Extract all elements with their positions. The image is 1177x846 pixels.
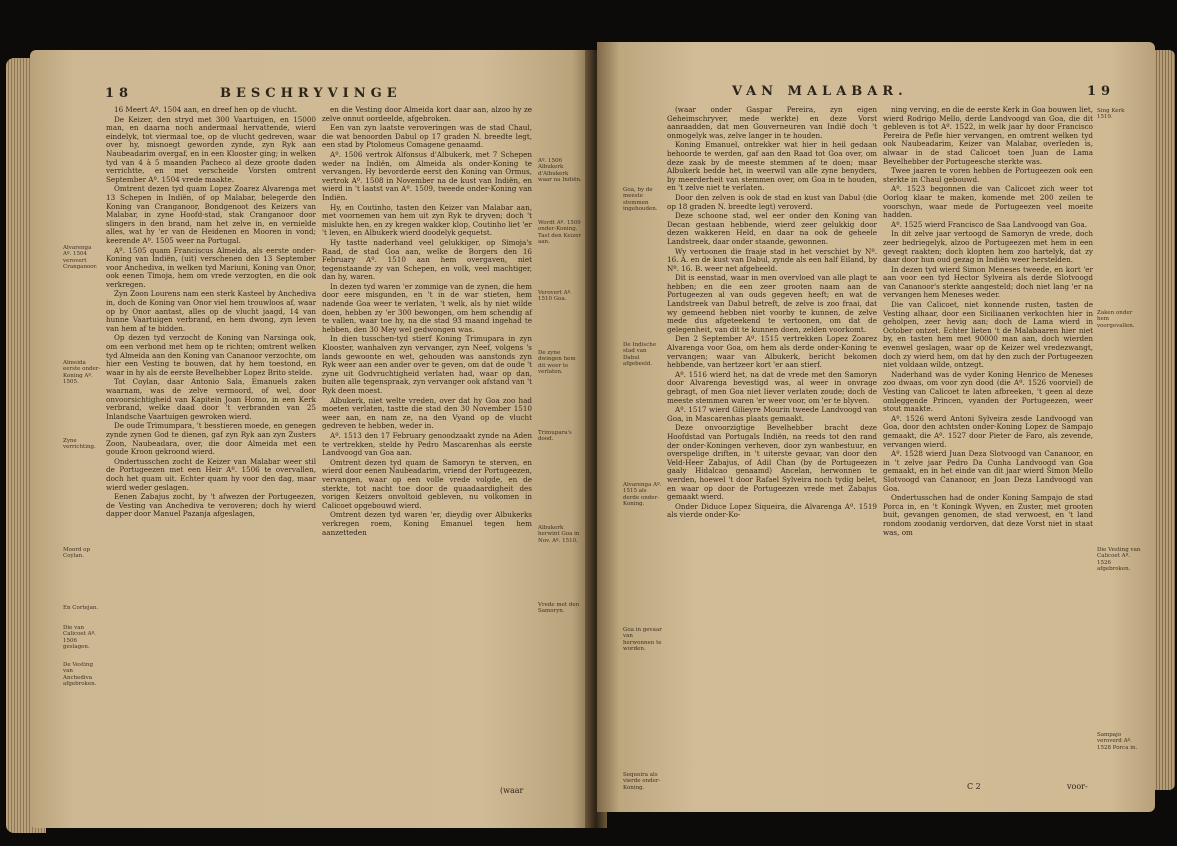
paragraph: en die Vesting door Almeida kort daar aan, alzoo hy ze zelve onnut oordeelde, afgebroken. bbox=[322, 105, 532, 123]
paragraph: In dezen tyd waren 'er zommige van de zynen, die hem door eere misgunden, en 't in de war stieten, hem nadende Goa weer te verlaten, 't welk, als hy niet wilde doen, hebben zy 'er 300 bewongen, om hem schendig af te vallen, waar toe hy, na die stad 93 maand ingehad te hebben, den 30 Mey wel gedwongen was. bbox=[322, 281, 532, 334]
paragraph: Eenen Zabajus zocht, by 't afwezen der Portugeezen, de Vesting van Anchediva te veroveren; doch hy wierd dapper door Manuel Pazanja afgeslagen, bbox=[106, 492, 316, 519]
left-catchword: (waar bbox=[500, 786, 524, 795]
left-margin-note: Die van Calicoet Aº. 1506 geslagen. bbox=[63, 625, 96, 651]
paragraph: Hy tastte naderhand veel gelukkiger, op Simoja's Raad, de stad Goa aan, welke de Borgers den 16 February Aº. 1510 aan hem overgaven, niet tegenstaande zy van Schepen, en volk, veel machtiger, dan hy, waren. bbox=[322, 237, 532, 282]
right-margin-note: Sampajo veroverd Aº. 1528 Porca in. bbox=[1097, 732, 1138, 751]
paragraph: Die van Calicoet, niet konnende rusten, tasten de Vesting alhaar, door een Siciliaanen verkochten hier in geholpen, zeer hevig aan; doch de Lama wierd in October ontzet. Echter lieten 't de Malabaaren hier niet by, en tasten hem met 90000 man aan, doch wierden evenwel geslagen, waar op de Keizer wel vredezwangt, doch zy wierd hem, om dat hy den zuch der Portugeezen niet voldaan wilde, ontzegt. bbox=[883, 300, 1093, 370]
left-margin-note: Almeida eerste onder-Koning Aº. 1505. bbox=[63, 360, 101, 386]
right-margin-note: Sing Kerk 1519. bbox=[1097, 108, 1125, 121]
paragraph: Op dezen tyd verzocht de Koning van Narsinga ook, om een verbond met hem op te richten; omtrent welken tyd Almeida aan den Koning van Cananoor verzochte, om hier een Vesting te bouwen, dat hy hem toestond, en waar in hy als de eerste Bevelhebber Lopez Brito stelde. bbox=[106, 333, 316, 377]
left-margin-note: Moord op Coylan. bbox=[63, 547, 90, 560]
paragraph: Aº. 1526 werd Antoni Sylveira zesde Landvoogd van Goa, door den achtsten onder-Koning Lopez de Sampajo gemaakt, die Aº. 1527 door Pieter de Faro, als zevende, vervangen wierd. bbox=[883, 413, 1093, 449]
left-margin-note: En Cortejan. bbox=[63, 605, 99, 611]
left-page-number: 18 bbox=[105, 86, 134, 101]
left-running-head: BESCHRYVINGE bbox=[220, 86, 402, 101]
right-margin-note: Sequeira als vierde onder-Koning. bbox=[623, 772, 661, 791]
paragraph: Naderhand was de vyder Koning Henrico de Meneses zoo dwaas, om voor zyn dood (die Aº. 1526 voorviel) de Vesting van Calicoet te laten afbreeken, 't geen al deze omleggende Princen, vyanden der Portugeezen, weer stout maakte. bbox=[883, 369, 1093, 414]
paragraph: Aº. 1523 begonnen die van Calicoet zich weer tot Oorlog klaar te maken, komende met 200 zeilen te voorschyn, waar mede de Portugeezen veel moeite hadden. bbox=[883, 184, 1093, 220]
paragraph: Een van zyn laatste veroveringen was de stad Chaul, die wat benoorden Dabul op 17 graden N. breedte legt, een stad by Ptolomeus Comagene genaamd. bbox=[322, 123, 532, 150]
left-margin-note: Wordt Aº. 1509 onder-Koning. Tast den Keizer aan. bbox=[538, 220, 582, 246]
paragraph: Aº. 1525 wierd Francisco de Saa Landvoogd van Goa. bbox=[891, 219, 1088, 229]
paragraph: Aº. 1528 wierd Juan Deza Slotvoogd van Cananoor, en in 't zelve jaar Pedro Da Cunha Landvoogd van Goa gemaakt, en in het einde van dit jaar wierd Simon Mello Slotvoogd van Cananoor, en Joan Deza Landvoogd van Goa. bbox=[883, 449, 1093, 493]
paragraph: In dien tusschen-tyd stierf Koning Trimupara in zyn Klooster, wanhalven zyn vervanger, zyn Neef, volgens 's lands gewoonte en wet, gehouden was aanstonds zyn Ryk weer aan een ander over te geven, om dat de oude 't zyne uit Godvruchtigheid verlaten had, waar op dan, buiten alle tegenspraak, zyn vervanger ook afstand van 't Ryk deen moest. bbox=[322, 334, 532, 395]
paragraph: Dit is eenstad, waar in men overvloed van alle plagt te hebben; en die een zeer grooten naam aan de Portugeezen al van ouds gegeven heeft; en wat de Landstreek van Dabul betreft, de zelve is zoo fraai, dat wy gemeend hebben niet voorby te kunnen, de zelve mede dus afgeteekend te vertoonen, om dat de gelegenheit, van dit te kunnen doen, zelden voorkomt. bbox=[667, 273, 877, 334]
paragraph: Den 2 September Aº. 1515 vertrekken Lopez Zoarez Alvarenga voor Goa, om hem als derde onder-Koning te vervangen; waar van Albukerk, bericht bekomen hebbende, van hertzeer kort 'er aan stierf. bbox=[667, 334, 877, 370]
paragraph: Door den zelven is ook de stad en kust van Dabul (die op 18 graden N. breedte legt) veroverd. bbox=[667, 192, 877, 211]
left-margin-note: Vrede met den Samoryn. bbox=[538, 602, 580, 615]
paragraph: Aº. 1516 wierd het, na dat de vrede met den Samoryn door Alvarenga bevestigd was, al weer in onvrage gebragt, of men Goa niet liever verlaten zoude; doch de meeste stemmen waren 'er weer voor, om 'er te blyven. bbox=[667, 369, 877, 405]
paragraph: ning verving, en die de eerste Kerk in Goa bouwen liet, wierd Rodrigo Mello, derde Landvoogd van Goa, die dit gebleven is tot Aº. 1522, in welk jaar hy door Francisco Pereira de Pefle hier vervangen, en omtrent welken tyd ook Naubeadarim, Keizer van Malabar, overleden is, alwaar in de stad Calicoet toen Juan de Lama Bevelhebber der Portugeesche sterkte was. bbox=[883, 105, 1093, 166]
right-running-head: VAN MALABAR. bbox=[732, 84, 908, 99]
left-margin-note: De Vesting van Anchediva afgebroken. bbox=[63, 662, 97, 688]
left-margin-note: Zyne verrichting. bbox=[63, 438, 96, 451]
book-spread bbox=[20, 50, 1165, 828]
right-margin-note: Alvarenga Aº. 1515 als derde onder-Koning. bbox=[623, 482, 662, 508]
right-margin-note: Die Vesting van Calicoet Aº. 1526 afgebroken. bbox=[1097, 547, 1141, 573]
paragraph: Ondertusschen zocht de Keizer van Malabar weer stil de Portugeezen met een Heir Aº. 1506 te overvallen, doch het quam uit. Echter quam hy voor den dag, maar wierd weder geslagen. bbox=[106, 456, 316, 492]
paragraph: Deze schoone stad, wel eer onder den Koning van Decan gestaan hebbende, wierd zeer gelukkig door dezen wakkeren Held, en daar na ook de geheele Landstreek, daar onder staande, gewonnen. bbox=[667, 211, 877, 246]
right-page bbox=[597, 42, 1155, 812]
paragraph: In dezen tyd wierd Simon Meneses tweede, en kort 'er aan voor een tyd Hector Sylveira als derde Slotvoogd van Cananoor's sterkte aangesteld; doch niet lang 'er na vervangen hem Meneses weder. bbox=[883, 264, 1093, 300]
signature-mark: C 2 bbox=[967, 782, 981, 791]
paragraph: Koning Emanuel, ontrekker wat hier in heil gedaan behoorde te werden, gaf aan den Raad tot Goa over, om deze zaak by de meeste stemmen af te doen; maar Albukerk bedde het, in weerwil van alle zyne benyders, by meerderheit van stemmen over, om Goa in te houden, en 't zelve niet te verlaten. bbox=[667, 140, 877, 193]
paragraph: Zyn Zoon Lourens nam een sterk Kasteel by Anchediva in, doch de Koning van Onor viel hem trouwloos af, waar op by Onor aantast, alles op de vlucht jaagd, 14 van hunne Vaartuigen verbrand, en hem dwong, zyn leven van hem af te bidden. bbox=[106, 289, 316, 333]
right-text-column-1 bbox=[667, 106, 877, 521]
paragraph: Omtrent dezen tyd quam de Samoryn te sterven, en wierd door eenen Naubeadarim, vriend der Portugeezen, vervangen, waar op een volle vrede volgde, en de sterkte, tot nacht toe door de quaadaardigheit des vorigen Keizers onvoltoid gebleven, nu volkomen in Calicoet opgebouwd wierd. bbox=[322, 457, 532, 510]
paragraph: Albukerk, niet welte vreden, over dat hy Goa zoo had moeten verlaten, tastte die stad den 30 November 1510 weer aan, en nam ze, na den Vyand op de vlucht gedreven te hebben, weder in. bbox=[322, 395, 532, 431]
paragraph: Tot Coylan, daar Antonio Sala, Emanuels zaken waarnam, was de zelve vermoord, of wel, door onvoorsichtigheid van Kapitein Joan Homo, in een Kerk verbrand, welke daad door 't verbranden van 25 Inlandsche Vaartuigen gewroken wierd. bbox=[106, 377, 316, 421]
paragraph: De Keizer, den stryd met 300 Vaartuigen, en 15000 man, en daarna noch andermaal hervattende, wierd eindelyk, tot viermaal toe, op de vlucht gedreven, waar over hy, misnoegt geworden zynde, zyn Ryk aan Naubeadarim overgaf, en in een Klooster ging; in welken tyd van 4 à 5 maanden Pacheco al deze groote daden verrichtte, en met verscheide Vorsten omtrent September Aº. 1504 vrede maakte. bbox=[106, 114, 316, 184]
paragraph: 16 Meert Aº. 1504 aan, en dreef hen op de vlucht. bbox=[114, 105, 298, 114]
left-margin-note: Aº. 1506 Albukerk d'Albukerk waar na Indiën. bbox=[538, 158, 582, 184]
right-text-column-2 bbox=[883, 106, 1093, 538]
paragraph: Twee jaaren te voren hebben de Portugeezen ook een sterkte in Chaul gebouwd. bbox=[883, 166, 1093, 184]
left-margin-note: Verovert Aº. 1510 Goa. bbox=[538, 290, 572, 303]
right-margin-note: De Indische stad van Dabul afgebeeld. bbox=[623, 342, 657, 368]
left-margin-note: De zyne dwingen hem dit weer te verlaten. bbox=[538, 350, 576, 376]
paragraph: Ondertusschen had de onder Koning Sampajo de stad Porca in, en 't Koningk Wyven, en Zuster, met grooten buit, gevangen genomen, de stad verwoest, en 't land rondom zoodanig verdorven, dat deze Vorst niet in staat was, om bbox=[883, 493, 1093, 537]
right-catchword: voor- bbox=[1067, 782, 1088, 791]
paragraph: Deze onvoorzigtige Bevelhebber bracht deze Hoofdstad van Portugals Indiën, na reeds tot den rand der onder-Koningen verheven, door zyn wanbestuur, en overspelige driften, in 't uiterste gevaar, van door den Veld-Heer Zabajus, of Adil Chan (by de Portugeezen gaaly Hidalcao genaamd) Ancelan, herwonnen te werden, hoewel 't door Rafael Sylveira noch tydig belet, en waar op door de Portugeezen vrede met Zabajus gemaakt wierd. bbox=[667, 423, 877, 502]
right-margin-note: Goa in gevaar van herwonnen te worden. bbox=[623, 627, 662, 653]
paragraph: (waar onder Gaspar Pereira, zyn eigen Geheimschryver, mede werkte) en deze Vorst aanraadden, dat men Gouverneuren van Indië doch 't onmogelyk was, zelve langer in te houden. bbox=[667, 105, 877, 140]
paragraph: Aº. 1513 den 17 February genoodzaakt zynde na Aden te vertrekken, stelde hy Pedro Mascarenhas als eerste Landvoogd van Goa aan. bbox=[322, 430, 532, 458]
right-margin-note: Goa, by de meeste stemmen ingehouden. bbox=[623, 187, 658, 213]
paragraph: Wy vertoonen die fraaje stad in het verschiet by Nº. 16. A. en de kust van Dabul, zynde als een half Eiland, by Nº. 16. B. weer net afgebeeld. bbox=[667, 246, 877, 273]
paragraph: Aº. 1505 quam Franciscus Almeida, als eerste onder-Koning van Indiën, (uit) verschenen den 13 September voor Anchediva, in welken tyd Mariuni, Koning van Onor, ook eenen Timoja, hem om vrede verzogten, en die ook verkregen. bbox=[106, 245, 316, 289]
right-margin-note: Zaken onder hem voorgevallen. bbox=[1097, 310, 1135, 329]
left-text-column-2 bbox=[322, 106, 532, 538]
paragraph: In dit zelve jaar vertoogd de Samoryn de vrede, doch zeer bedriegelyk, alzoo de Portugeezen met hem in een gevegt raakten; doch klopten hem zoo hartelyk, dat zy daar door hun oud gezag in Indiën weer herstelden. bbox=[883, 229, 1093, 265]
paragraph: Aº. 1517 wierd Gilieyre Mourin tweede Landvoogd van Goa, in Mascarenhas plaats gemaakt. bbox=[667, 405, 877, 423]
paragraph: De oude Trimumpara, 't besstieren moede, en genegen zynde zynen God te dienen, gaf zyn Ryk aan zyn Zusters Zoon, Naubeadara, over, die door Almeida met een goude Kroon gekroond wierd. bbox=[106, 421, 316, 457]
paragraph: Omtrent dezen tyd quam Lopez Zoarez Alvarenga met 13 Schepen in Indiën, of op Malabar, belegerde den Koning van Cranganoor, Bondgenoot des Keizers van Malabar, in zyne Hoofd-stad, stak Cranganoor door slingers in den brand, nam het zelve in, en vernielde alles, wat hy 'er van de Heidenen en Mooren in vond; keerende Aº. 1505 weer na Portugal. bbox=[106, 184, 316, 245]
left-text-column-1 bbox=[106, 106, 316, 520]
right-page-number: 19 bbox=[1087, 84, 1116, 99]
left-margin-note: Alvarenga Aº. 1504 verovert Cranganoor. bbox=[63, 245, 98, 271]
left-margin-note: Trimupara's dood. bbox=[538, 430, 572, 443]
paragraph: Hy, en Coutinho, tasten den Keizer van Malabar aan, met voornemen van hem uit zyn Ryk te dryven; doch 't mislukte hen, en zy kregen wakker klop, Coutinho liet 'er 't leven, en Albukerk wierd doodelyk gequetst. bbox=[322, 202, 532, 238]
paragraph: Aº. 1506 vertrok Alfonsus d'Albukerk, met 7 Schepen weder na Indiën, om Almeida als onder-Koning te vervangen. Hy bevorderde eerst den Koning van Ormus, vertrok Aº. 1508 in November na de kust van Indiën, en wierd in 't laatst van Aº. 1509, tweede onder-Koning van Indiën. bbox=[322, 149, 532, 202]
left-page bbox=[30, 50, 595, 828]
paragraph: Onder Diduce Lopez Siqueira, die Alvarenga Aº. 1519 als vierde onder-Ko- bbox=[667, 501, 877, 520]
left-margin-note: Albukerk herwint Goa in Nov. Aº. 1510. bbox=[538, 525, 580, 544]
paragraph: Omtrent dezen tyd waren 'er, dieydig over Albukerks verkregen roem, Koning Emanuel tegen hem aanzetteden bbox=[322, 510, 532, 537]
